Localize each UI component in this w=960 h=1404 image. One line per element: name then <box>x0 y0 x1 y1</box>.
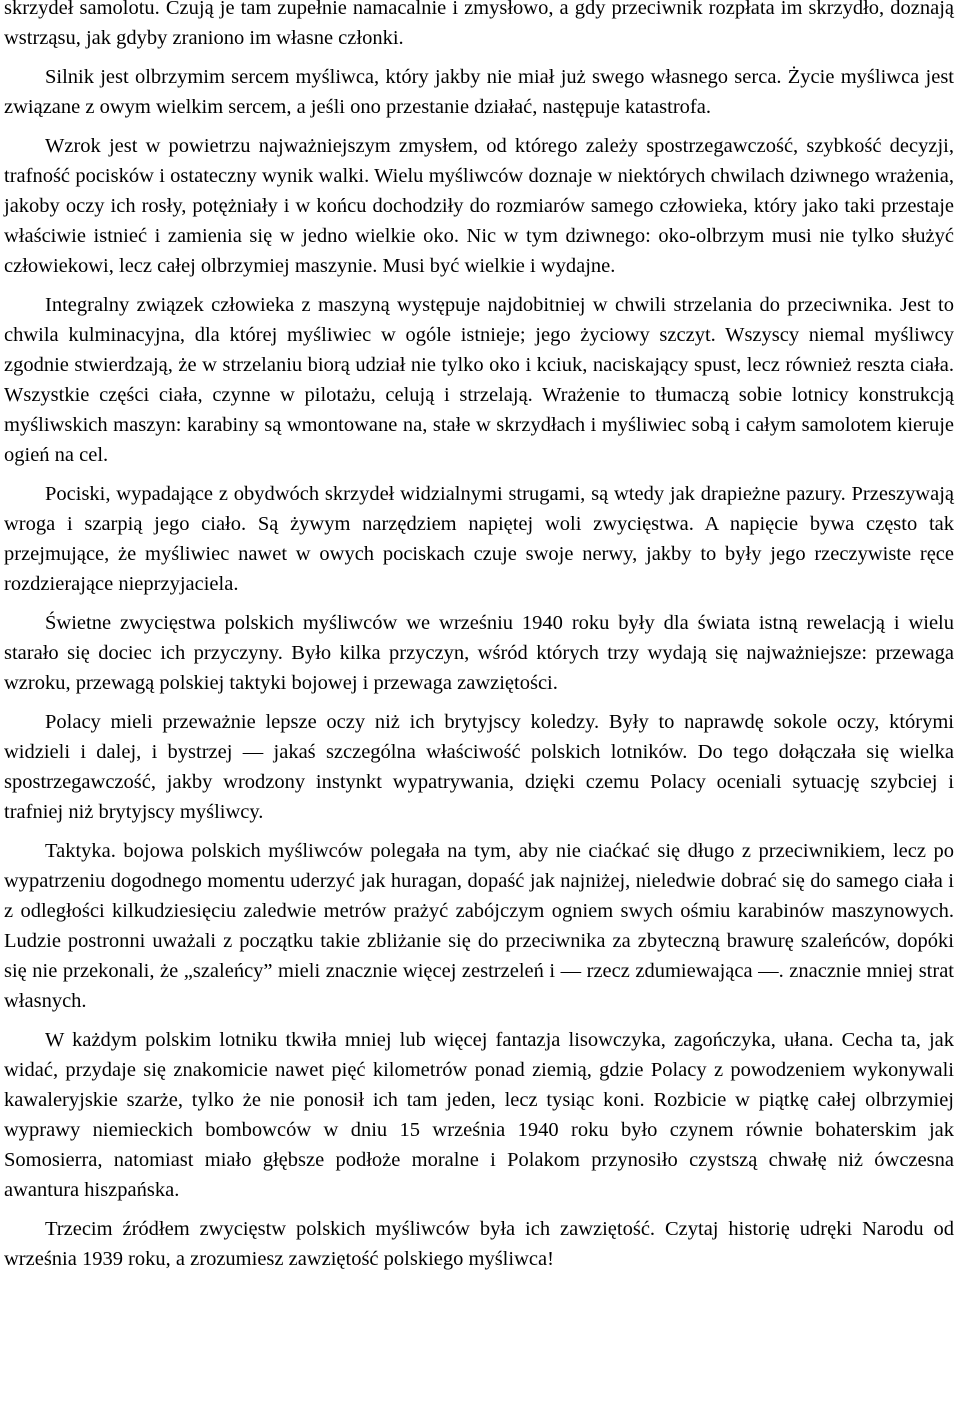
paragraph-2: Silnik jest olbrzymim sercem myśliwca, który jakby nie miał już swego własnego serca. Życie myśliwca jest związane z owym wielkim sercem, a jeśli ono przestanie działać, następuje katastrofa. <box>4 66 954 118</box>
paragraph-6: Świetne zwycięstwa polskich myśliwców we wrześniu 1940 roku były dla świata istną rewelacją i wielu starało się dociec ich przyczyny. Było kilka przyczyn, wśród których trzy wydają się najważniejsze: przewaga wzroku, przewagą polskiej taktyki bojowej i przewaga zawziętości. <box>4 612 954 694</box>
paragraph-8: Taktyka. bojowa polskich myśliwców polegała na tym, aby nie ciaćkać się długo z przeciwnikiem, lecz po wypatrzeniu dogodnego momentu uderzyć jak huragan, dopaść jak najniżej, nieledwie dobrać się do samego ciała i z odległości kilkudziesięciu zaledwie metrów prażyć zabójczym ogniem swych ośmiu karabinów maszynowych. Ludzie postronni uważali z początku takie zbliżanie się do przeciwnika za zbyteczną brawurę szaleńców, dopóki się nie przekonali, że „szaleńcy” mieli znacznie więcej zestrzeleń i — rzecz zdumiewająca —. znacznie mniej strat własnych. <box>4 840 954 1012</box>
paragraph-1: skrzydeł samolotu. Czują je tam zupełnie namacalnie i zmysłowo, a gdy przeciwnik rozpłata im skrzydło, doznają wstrząsu, jak gdyby zraniono im własne członki. <box>4 0 954 49</box>
paragraph-3: Wzrok jest w powietrzu najważniejszym zmysłem, od którego zależy spostrzegawczość, szybkość decyzji, trafność pocisków i ostateczny wynik walki. Wielu myśliwców doznaje w niektórych chwilach dziwnego wrażenia, jakoby oczy ich rosły, potężniały i w końcu dochodziły do rozmiarów samego człowieka, który jako taki przestaje właściwie istnieć i zamienia się w jedno wielkie oko. Nic w tym dziwnego: oko-olbrzym musi nie tylko służyć człowiekowi, lecz całej olbrzymiej maszynie. Musi być wielkie i wydajne. <box>4 135 954 277</box>
paragraph-9: W każdym polskim lotniku tkwiła mniej lub więcej fantazja lisowczyka, zagończyka, ułana. Cecha ta, jak widać, przydaje się znakomicie nawet pięć kilometrów ponad ziemią, gdzie Polacy z powodzeniem wykonywali kawaleryjskie szarże, tylko że nie ponosił ich tam jeden, lecz tysiąc koni. Rozbicie w piątkę całej olbrzymiej wyprawy niemieckich bombowców w dniu 15 września 1940 roku było czynem równie bohaterskim jak Somosierra, natomiast miało głębsze podłoże moralne i Polakom przynosiło czystszą chwałę niż ówczesna awantura hiszpańska. <box>4 1029 954 1201</box>
paragraph-5: Pociski, wypadające z obydwóch skrzydeł widzialnymi strugami, są wtedy jak drapieżne pazury. Przeszywają wroga i szarpią jego ciało. Są żywym narzędziem napiętej woli zwycięstwa. A napięcie bywa często tak przejmujące, że myśliwiec nawet w owych pociskach czuje swoje nerwy, jakby to były jego rzeczywiste ręce rozdzierające nieprzyjaciela. <box>4 483 954 595</box>
paragraph-4: Integralny związek człowieka z maszyną występuje najdobitniej w chwili strzelania do przeciwnika. Jest to chwila kulminacyjna, dla której myśliwiec w ogóle istnieje; jego życiowy szczyt. Wszyscy niemal myśliwcy zgodnie stwierdzają, że w strzelaniu biorą udział nie tylko oko i kciuk, naciskający spust, lecz również reszta ciała. Wszystkie części ciała, czynne w pilotażu, celują i strzelają. Wrażenie to tłumaczą sobie lotnicy konstrukcją myśliwskich maszyn: karabiny są wmontowane na, stałe w skrzydłach i myśliwiec sobą i całym samolotem kieruje ogień na cel. <box>4 294 954 466</box>
paragraph-10: Trzecim źródłem zwycięstw polskich myśliwców była ich zawziętość. Czytaj historię udręki Narodu od września 1939 roku, a zrozumiesz zawziętość polskiego myśliwca! <box>4 1218 954 1270</box>
paragraph-7: Polacy mieli przeważnie lepsze oczy niż ich brytyjscy koledzy. Były to naprawdę sokole oczy, którymi widzieli i dalej, i bystrzej — jakaś szczególna właściwość polskich lotników. Do tego dołączała się wielka spostrzegawczość, jakby wrodzony instynkt wypatrywania, dzięki czemu Polacy oceniali sytuację szybciej i trafniej niż brytyjscy myśliwcy. <box>4 711 954 823</box>
